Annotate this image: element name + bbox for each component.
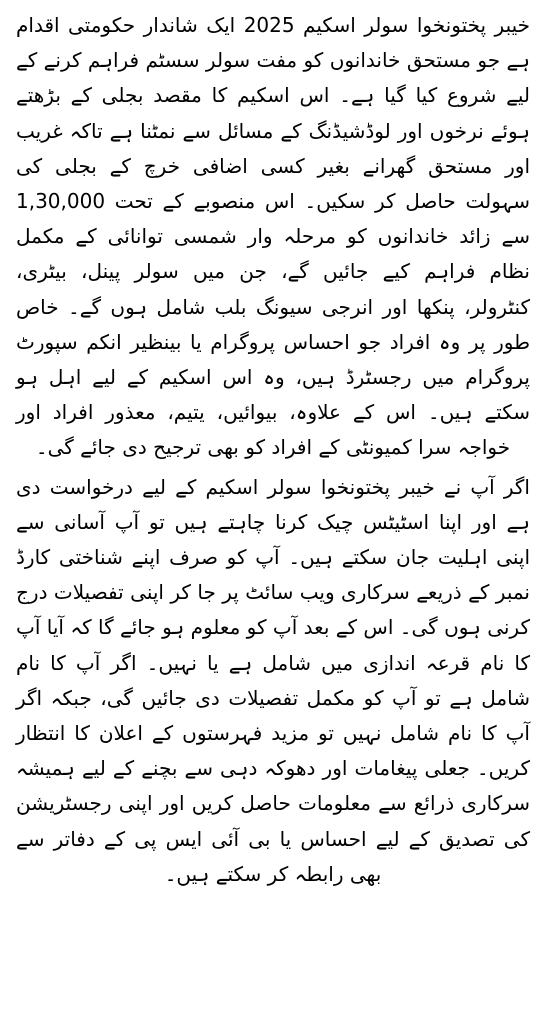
article-paragraph-status-check: اگر آپ نے خیبر پختونخوا سولر اسکیم کے لیے درخواست دی ہے اور اپنا اسٹیٹس چیک کرنا چاہتے ہیں تو آپ آسانی سے اپنی اہلیت جان سکتے ہیں۔ آپ کو صرف اپنے شناختی کارڈ نمبر کے ذریعے سرکاری ویب سائٹ پر جا کر اپنی تفصیلات درج کرنی ہوں گی۔ اس کے بعد آپ کو معلوم ہو جائے گا کہ آیا آپ کا نام قرعہ اندازی میں شامل ہے یا نہیں۔ اگر آپ کا نام شامل ہے تو آپ کو مکمل تفصیلات دی جائیں گی، جبکہ اگر آپ کا نام شامل نہیں تو مزید فہرستوں کے اعلان کا انتظار کریں۔ جعلی پیغامات اور دھوکہ دہی سے بچنے کے لیے ہمیشہ سرکاری ذرائع سے معلومات حاصل کریں اور اپنی رجسٹریشن کی تصدیق کے لیے احساس یا بی آئی ایس پی کے دفاتر سے بھی رابطہ کر سکتے ہیں۔ xyxy=(16,474,530,886)
article-paragraph-eligibility: خیبر پختونخوا سولر اسکیم 2025 ایک شاندار حکومتی اقدام ہے جو مستحق خاندانوں کو مفت سولر سسٹم فراہم کرنے کے لیے شروع کیا گیا ہے۔ اس اسکیم کا مقصد بجلی کے بڑھتے ہوئے نرخوں اور لوڈشیڈنگ کے مسائل سے نمٹنا ہے تاکہ غریب اور مستحق گھرانے بغیر کسی اضافی خرچ کے بجلی کی سہولت حاصل کر سکیں۔ اس منصوبے کے تحت 1,30,000 سے زائد خاندانوں کو مرحلہ وار شمسی توانائی کے مکمل نظام فراہم کیے جائیں گے، جن میں سولر پینل، بیٹری، کنٹرولر، پنکھا اور انرجی سیونگ بلب شامل ہوں گے۔ خاص طور پر وہ افراد جو احساس پروگرام یا بینظیر انکم سپورٹ پروگرام میں رجسٹرڈ ہیں، وہ اس اسکیم کے لیے اہل ہو سکتے ہیں۔ اس کے علاوہ، بیوائیں، یتیم، معذور افراد اور خواجہ سرا کمیونٹی کے افراد کو بھی ترجیح دی جائے گی۔ xyxy=(16,13,531,460)
